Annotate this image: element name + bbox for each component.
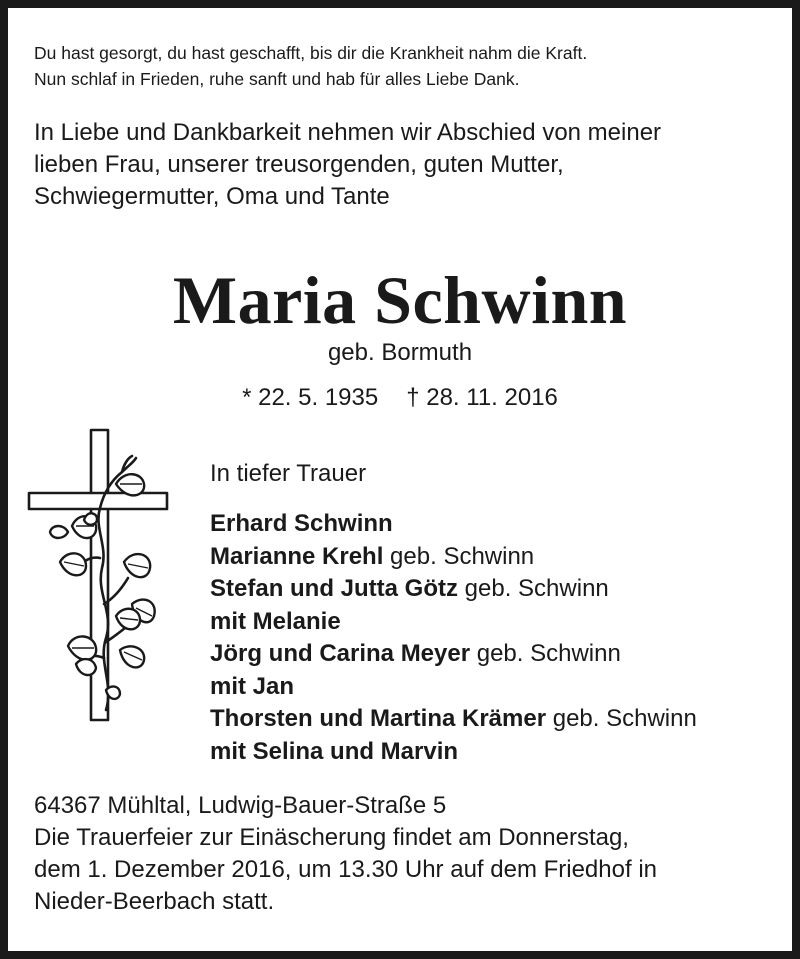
service-line: dem 1. Dezember 2016, um 13.30 Uhr auf dem Friedhof in — [34, 856, 657, 883]
mourner-entry — [210, 638, 697, 671]
service-line: Nieder-Beerbach statt. — [34, 888, 275, 915]
life-dates — [0, 383, 800, 413]
mourner-name: Jörg und Carina Meyer — [210, 640, 471, 667]
cross-with-rose-icon — [24, 428, 174, 733]
motto-line: Du hast gesorgt, du hast geschafft, bis dir die Krankheit nahm die Kraft. — [34, 43, 588, 63]
maiden-name: geb. Bormuth — [327, 339, 473, 366]
birth-date: * 22. 5. 1935 — [242, 384, 379, 411]
mourner-entry — [210, 573, 697, 606]
mourner-suffix: geb. Schwinn — [470, 640, 621, 667]
mourner-name: Erhard Schwinn — [210, 510, 393, 537]
mourners-list — [210, 508, 697, 768]
address-line: 64367 Mühltal, Ludwig-Bauer-Straße 5 — [34, 792, 447, 819]
mourner-name: mit Melanie — [210, 607, 341, 635]
mourner-name: Marianne Krehl — [210, 542, 384, 570]
mourner-name: Stefan und Jutta Götz — [210, 575, 458, 602]
motto-verse — [34, 40, 587, 92]
mourner-suffix: geb. Schwinn — [383, 542, 535, 570]
mourner-entry — [210, 703, 697, 736]
mourner-suffix: geb. Schwinn — [458, 575, 609, 602]
address-and-service-info — [34, 790, 657, 918]
intro-line: lieben Frau, unserer treusorgenden, guten Mutter, — [34, 151, 564, 178]
mourner-entry — [210, 736, 697, 769]
mourning-title: In tiefer Trauer — [210, 460, 367, 487]
intro-line: Schwiegermutter, Oma und Tante — [34, 183, 390, 210]
death-date: † 28. 11. 2016 — [406, 384, 558, 411]
mourner-name: mit Jan — [210, 672, 295, 700]
mourner-suffix: geb. Schwinn — [546, 705, 697, 732]
mourner-name: mit Selina und Marvin — [210, 737, 459, 765]
farewell-intro — [34, 117, 661, 213]
mourner-entry — [210, 508, 697, 541]
mourner-entry — [210, 541, 697, 574]
mourner-entry — [210, 606, 697, 639]
deceased-name: Maria Schwinn — [172, 262, 628, 338]
mourner-name: Thorsten und Martina Krämer — [210, 705, 547, 732]
mourner-entry — [210, 671, 697, 704]
motto-line: Nun schlaf in Frieden, ruhe sanft und hab für alles Liebe Dank. — [34, 69, 520, 89]
service-line: Die Trauerfeier zur Einäscherung findet am Donnerstag, — [34, 824, 629, 851]
intro-line: In Liebe und Dankbarkeit nehmen wir Abschied von meiner — [34, 119, 662, 146]
